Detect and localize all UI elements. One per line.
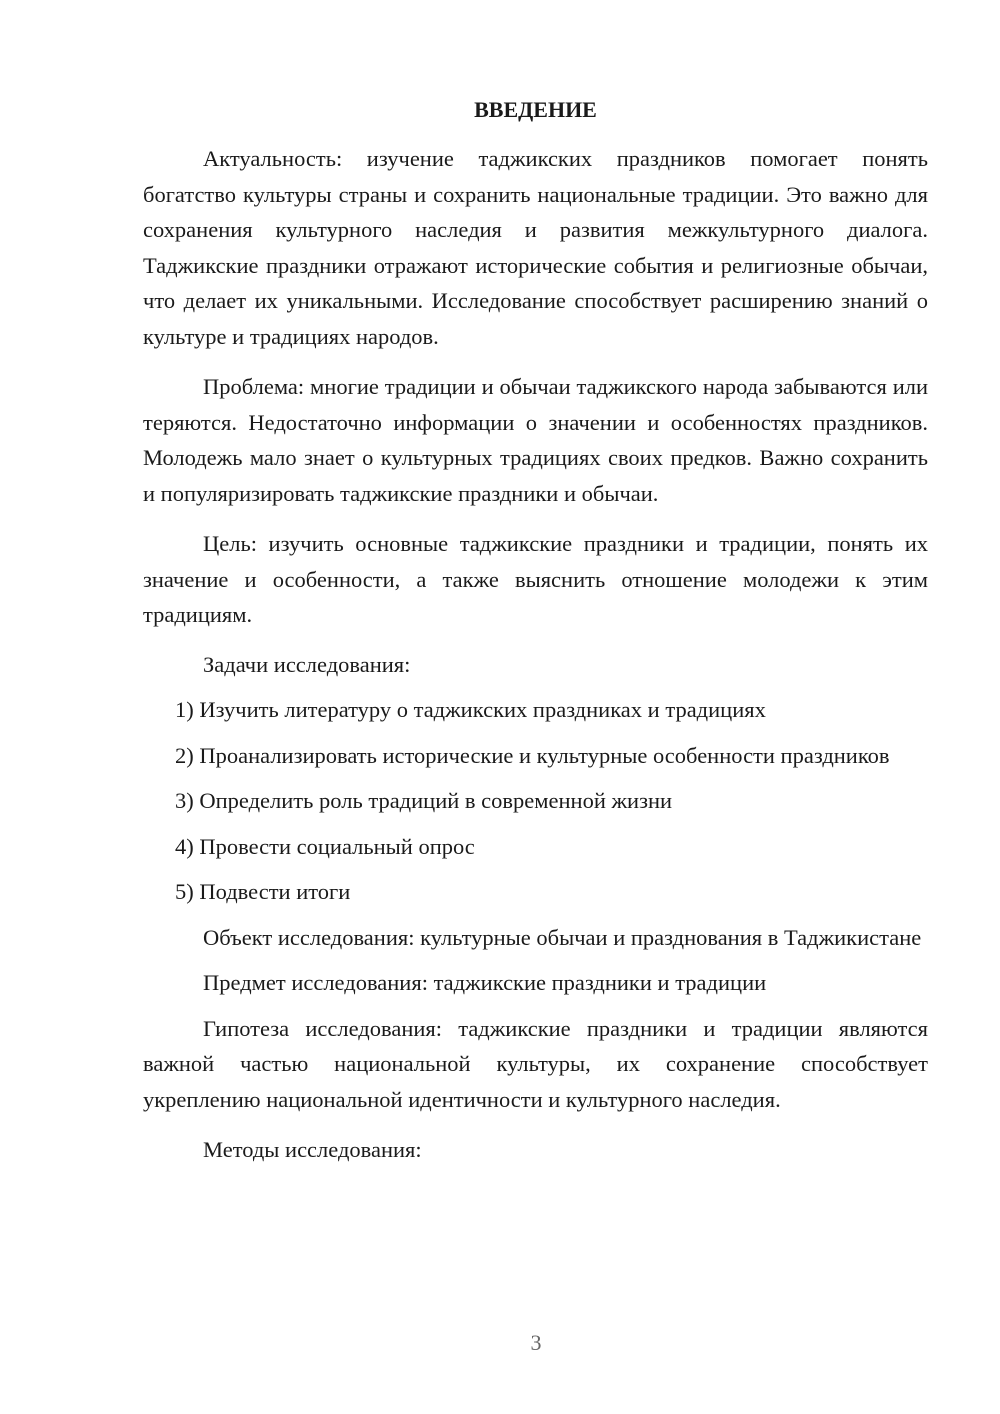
page-content xyxy=(143,92,928,1168)
page-title: ВВЕДЕНИЕ xyxy=(474,97,597,122)
goal-paragraph: Цель: изучить основные таджикские праздники и традиции, понять их значение и особенности, а также выяснить отношение молодежи к этим традициям. xyxy=(143,531,928,627)
subject-paragraph: Предмет исследования: таджикские праздники и традиции xyxy=(203,970,767,995)
task-item-5: 5) Подвести итоги xyxy=(175,879,351,904)
methods-heading: Методы исследования: xyxy=(203,1137,422,1162)
problem-paragraph: Проблема: многие традиции и обычаи таджикского народа забываются или теряются. Недостаточно информации о значении и особенностях праздников. Молодежь мало знает о культурных традициях своих предков. Важно сохранить и популяризировать таджикские праздники и обычаи. xyxy=(143,374,928,506)
object-paragraph: Объект исследования: культурные обычаи и празднования в Таджикистане xyxy=(203,924,922,950)
page-number: 3 xyxy=(530,1330,542,1355)
hypothesis-paragraph: Гипотеза исследования: таджикские праздники и традиции являются важной частью национальной культуры, их сохранение способствует укреплению национальной идентичности и культурного наследия. xyxy=(143,1015,928,1112)
relevance-paragraph: Актуальность: изучение таджикских праздников помогает понять богатство культуры страны и сохранить национальные традиции. Это важно для сохранения культурного наследия и развития межкультурного диалога. Таджикские праздники отражают исторические события и религиозные обычаи, что делает их уникальными. Исследование способствует расширению знаний о культуре и традициях народов. xyxy=(143,146,928,349)
tasks-heading: Задачи исследования: xyxy=(203,651,411,677)
task-item-1: 1) Изучить литературу о таджикских праздниках и традициях xyxy=(175,697,766,722)
task-item-3: 3) Определить роль традиций в современной жизни xyxy=(175,788,673,813)
task-item-4: 4) Провести социальный опрос xyxy=(175,833,475,859)
task-item-2: 2) Проанализировать исторические и культурные особенности праздников xyxy=(175,742,890,768)
